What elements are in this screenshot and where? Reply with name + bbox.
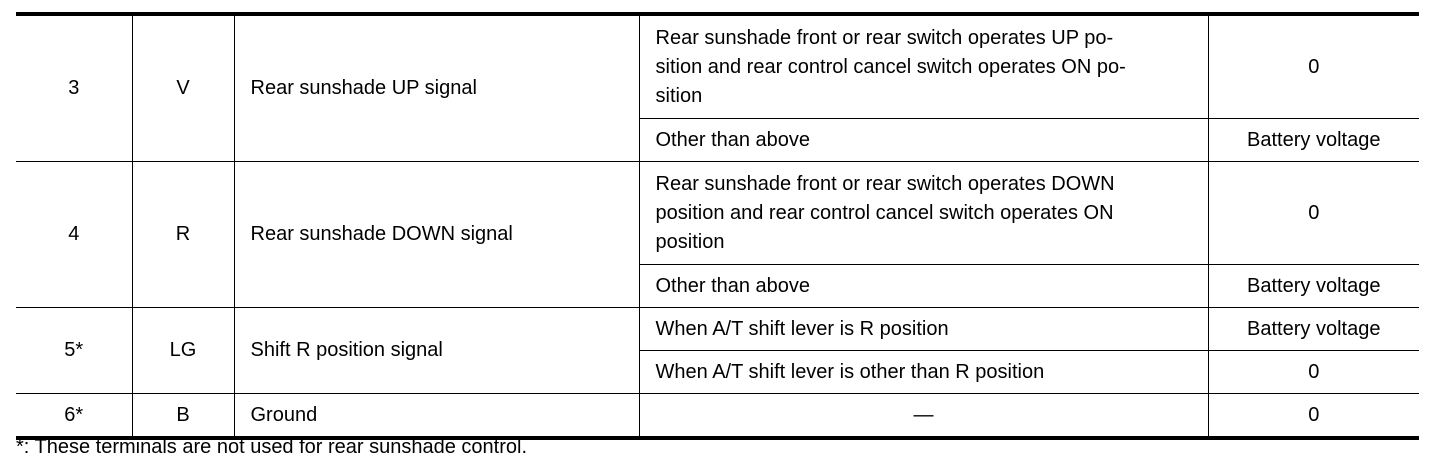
condition-cell: Other than above	[639, 119, 1208, 162]
condition-cell: When A/T shift lever is R position	[639, 308, 1208, 351]
footnote: *: These terminals are not used for rear sunshade control.	[16, 436, 528, 458]
item-name: Rear sunshade DOWN signal	[234, 162, 639, 308]
value-cell: Battery voltage	[1208, 308, 1419, 351]
condition-cell	[639, 14, 1208, 119]
value-cell: Battery voltage	[1208, 265, 1419, 308]
value-cell: 0	[1208, 14, 1419, 119]
wire-color: LG	[132, 308, 234, 394]
terminal-table	[16, 12, 1419, 440]
condition-line: sition	[655, 84, 703, 107]
table-row	[16, 14, 1419, 119]
terminal-number: 3	[16, 14, 132, 162]
condition-cell	[639, 162, 1208, 265]
condition-line: Rear sunshade front or rear switch operates UP po-	[655, 26, 1114, 49]
table-row	[16, 394, 1419, 439]
table-row	[16, 162, 1419, 265]
terminal-number: 6*	[16, 394, 132, 439]
table-row	[16, 308, 1419, 351]
condition-cell: —	[639, 394, 1208, 439]
value-cell: Battery voltage	[1208, 119, 1419, 162]
condition-line: Rear sunshade front or rear switch operates DOWN	[655, 172, 1115, 195]
item-name: Ground	[234, 394, 639, 439]
condition-line: position	[655, 230, 725, 253]
terminal-number: 5*	[16, 308, 132, 394]
value-cell: 0	[1208, 162, 1419, 265]
item-name: Shift R position signal	[234, 308, 639, 394]
wire-color: B	[132, 394, 234, 439]
wire-color: R	[132, 162, 234, 308]
condition-line: position and rear control cancel switch operates ON	[655, 201, 1114, 224]
value-cell: 0	[1208, 394, 1419, 439]
wire-color: V	[132, 14, 234, 162]
item-name: Rear sunshade UP signal	[234, 14, 639, 162]
condition-cell: When A/T shift lever is other than R position	[639, 351, 1208, 394]
value-cell: 0	[1208, 351, 1419, 394]
condition-line: sition and rear control cancel switch operates ON po-	[655, 55, 1126, 78]
terminal-number: 4	[16, 162, 132, 308]
condition-cell: Other than above	[639, 265, 1208, 308]
